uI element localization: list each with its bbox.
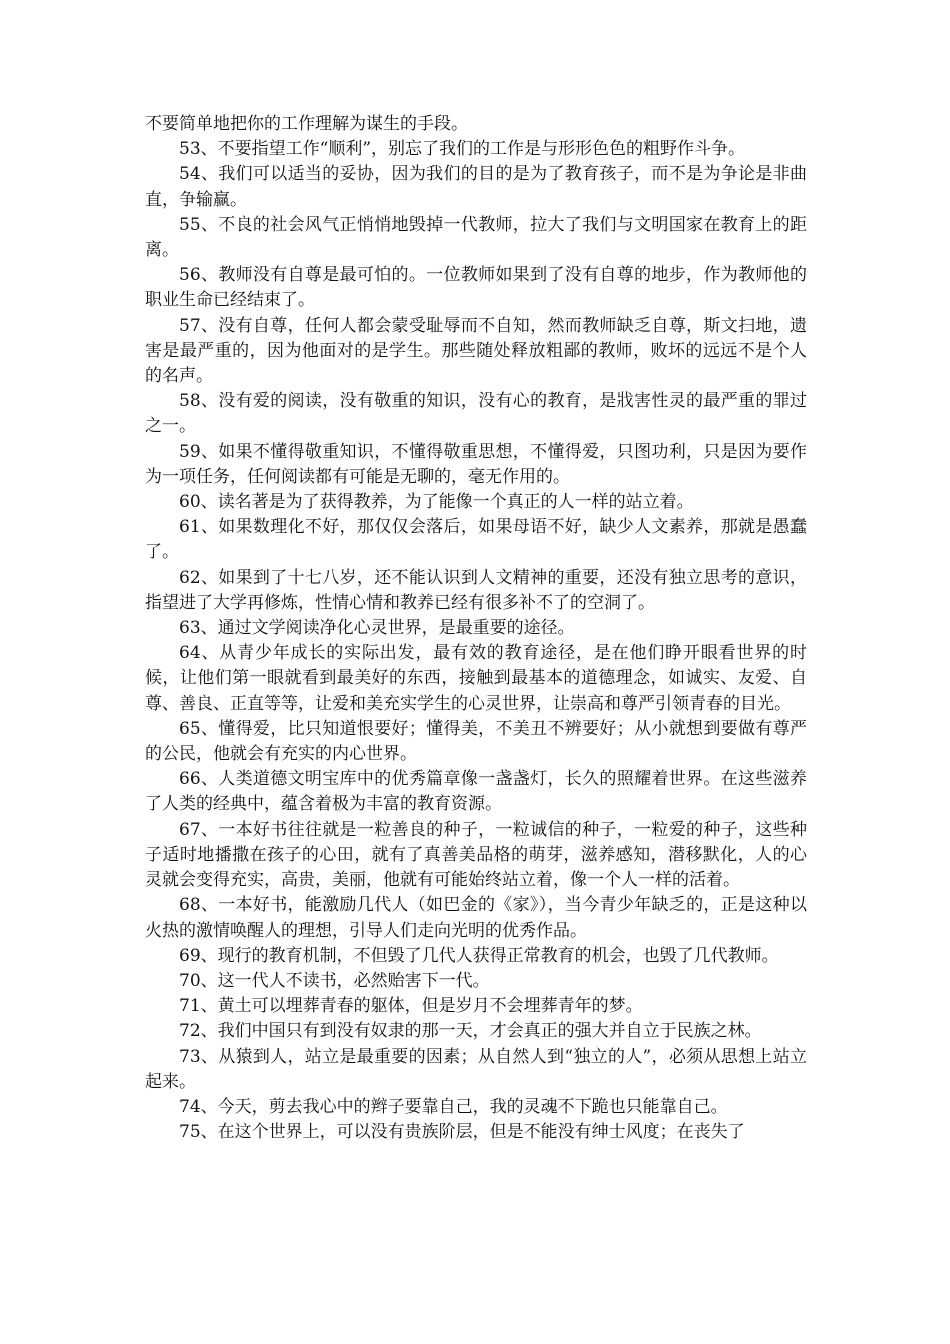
paragraph-71: 71、黄土可以埋葬青春的躯体，但是岁月不会埋葬青年的梦。: [179, 996, 643, 1017]
paragraph-59: 59、如果不懂得敬重知识，不懂得敬重思想，不懂得爱，只图功利，只是因为要作为一项任务，任何阅读都有可能是无聊的，毫无作用的。: [145, 441, 807, 487]
paragraph-60: 60、读名著是为了获得教养，为了能像一个真正的人一样的站立着。: [179, 492, 694, 513]
paragraph-74: 74、今天，剪去我心中的辫子要靠自己，我的灵魂不下跪也只能靠自己。: [179, 1096, 728, 1117]
paragraph-continuation: 不要简单地把你的工作理解为谋生的手段。: [145, 114, 468, 134]
paragraph-65: 65、懂得爱，比只知道恨要好；懂得美，不美丑不辨要好；从小就想到要做有尊严的公民，他就会有充实的内心世界。: [145, 718, 807, 765]
paragraph-62: 62、如果到了十七八岁，还不能认识到人文精神的重要，还没有独立思考的意识，指望进了大学再修炼，性情心情和教养已经有很多补不了的空洞了。: [145, 567, 807, 613]
paragraph-54: 54、我们可以适当的妥协，因为我们的目的是为了教育孩子，而不是为争论是非曲直，争输赢。: [145, 164, 807, 210]
paragraph-56: 56、教师没有自尊是最可怕的。一位教师如果到了没有自尊的地步，作为教师他的职业生命已经结束了。: [145, 265, 807, 311]
paragraph-58: 58、没有爱的阅读，没有敬重的知识，没有心的教育，是戕害性灵的最严重的罪过之一。: [145, 391, 807, 437]
paragraph-57: 57、没有自尊，任何人都会蒙受耻辱而不自知，然而教师缺乏自尊，斯文扫地，遗害是最严重的，因为他面对的是学生。那些随处释放粗鄙的教师，败坏的远远不是个人的名声。: [145, 315, 807, 387]
paragraph-61: 61、如果数理化不好，那仅仅会落后，如果母语不好，缺少人文素养，那就是愚蠢了。: [145, 517, 807, 563]
paragraph-70: 70、这一代人不读书，必然贻害下一代。: [179, 970, 490, 991]
paragraph-64: 64、从青少年成长的实际出发，最有效的教育途径，是在他们睁开眼看世界的时候，让他们第一眼就看到最美好的东西，接触到最基本的道德理念，如诚实、友爱、自尊、善良、正直等等，让爱和美充实学生的心灵世界，让崇高和尊严引领青春的目光。: [145, 643, 807, 714]
paragraph-69: 69、现行的教育机制，不但毁了几代人获得正常教育的机会，也毁了几代教师。: [179, 945, 779, 966]
paragraph-67: 67、一本好书往往就是一粒善良的种子，一粒诚信的种子，一粒爱的种子，这些种子适时地播撒在孩子的心田，就有了真善美品格的萌芽，滋养感知，潜移默化，人的心灵就会变得充实，高贵，美丽，他就有可能始终站立着，像一个人一样的活着。: [145, 819, 807, 891]
paragraph-68: 68、一本好书，能激励几代人（如巴金的《家》），当今青少年缺乏的，正是这种以火热的激情唤醒人的理想，引导人们走向光明的优秀作品。: [145, 895, 807, 941]
paragraph-66: 66、人类道德文明宝库中的优秀篇章像一盏盏灯，长久的照耀着世界。在这些滋养了人类的经典中，蕴含着极为丰富的教育资源。: [145, 769, 807, 815]
paragraph-72: 72、我们中国只有到没有奴隶的那一天，才会真正的强大并自立于民族之林。: [179, 1021, 762, 1042]
paragraph-53: 53、不要指望工作“顺利”，别忘了我们的工作是与形形色色的粗野作斗争。: [179, 139, 746, 160]
paragraph-73: 73、从猿到人，站立是最重要的因素；从自然人到“独立的人”，必须从思想上站立起来。: [145, 1046, 807, 1092]
paragraph-55: 55、不良的社会风气正悄悄地毁掉一代教师，拉大了我们与文明国家在教育上的距离。: [145, 214, 807, 261]
paragraph-75: 75、在这个世界上，可以没有贵族阶层，但是不能没有绅士风度；在丧失了: [179, 1122, 745, 1143]
document-body: [145, 112, 807, 1145]
paragraph-63: 63、通过文学阅读净化心灵世界，是最重要的途径。: [179, 618, 575, 639]
